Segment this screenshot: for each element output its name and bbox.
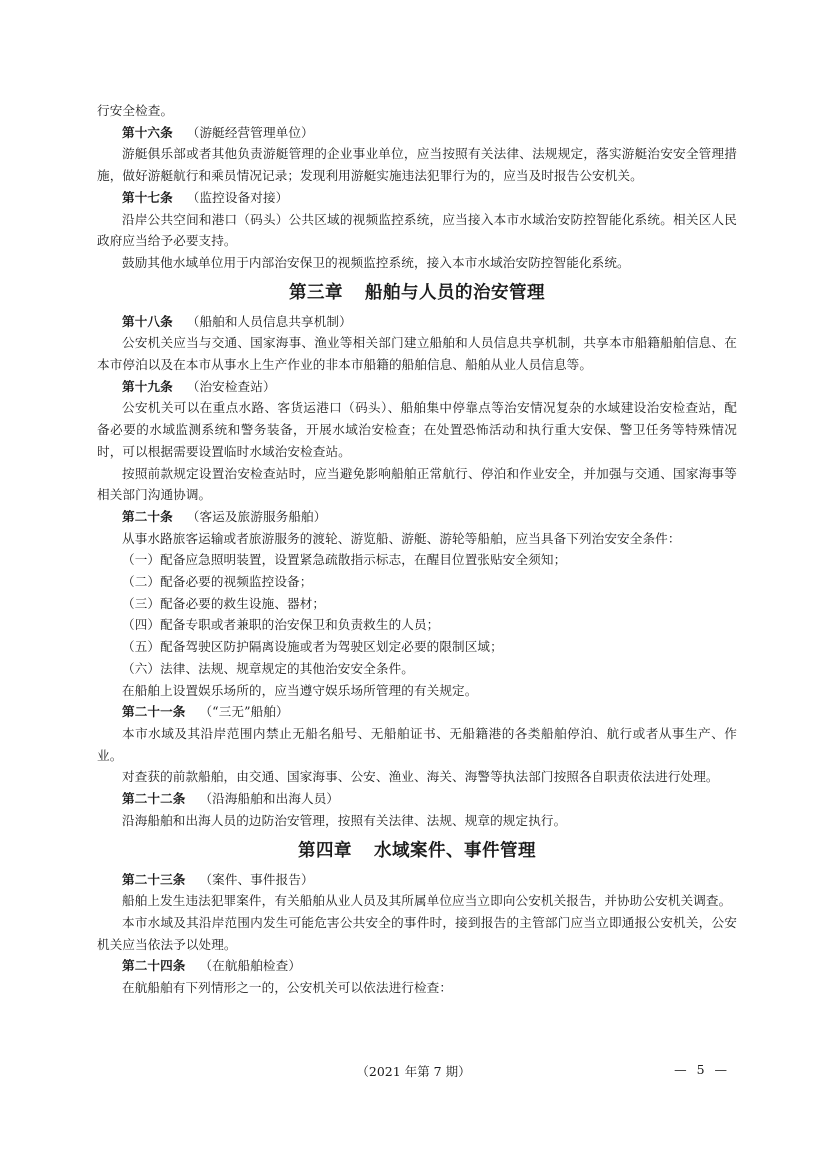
- chapter-heading: [97, 838, 737, 864]
- paragraph: 鼓励其他水域单位用于内部治安保卫的视频监控系统，接入本市水域治安防控智能化系统。: [122, 254, 630, 270]
- article-number: 第二十二条: [122, 791, 186, 807]
- paragraph: （五）配备驾驶区防护隔离设施或者为驾驶区划定必要的限制区域；: [122, 639, 503, 655]
- page-footer: [0, 1062, 827, 1086]
- article-title: （监控设备对接）: [186, 189, 289, 205]
- article-title: （客运及旅游服务船舶）: [186, 508, 327, 524]
- paragraph: 行安全检查。: [97, 103, 174, 118]
- paragraph: （二）配备必要的视频监控设备；: [122, 574, 313, 590]
- article-title: （在航船舶检查）: [199, 958, 302, 974]
- paragraph: 沿岸公共空间和港口（码头）公共区域的视频监控系统，应当接入本市水域治安防控智能化系统。相关区人民政府应当给予必要支持。: [97, 211, 737, 249]
- article-title: （船舶和人员信息共享机制）: [186, 313, 352, 329]
- article-heading: [97, 376, 737, 398]
- article-heading: [97, 955, 737, 977]
- article-title: （“三无”船舶）: [199, 704, 289, 720]
- article-title: （案件、事件报告）: [199, 871, 314, 887]
- paragraph: 公安机关可以在重点水路、客货运港口（码头）、船舶集中停靠点等治安情况复杂的水域建设治安检查站，配备必要的水域监测系统和警务装备，开展水域治安检查；在处置恐怖活动和执行重大安保、警卫任务等特殊情况时，可以根据需要设置临时水域治安检查站。: [97, 400, 737, 459]
- chapter-number: 第四章: [298, 840, 352, 861]
- article-number: 第十八条: [122, 313, 173, 329]
- article-heading: [97, 869, 737, 891]
- article-title: （游艇经营管理单位）: [186, 124, 314, 140]
- article-number: 第十六条: [122, 124, 173, 140]
- paragraph: 在船舶上设置娱乐场所的，应当遵守娱乐场所管理的有关规定。: [122, 682, 478, 698]
- chapter-title: 船舶与人员的治安管理: [365, 282, 545, 303]
- article-title: （治安检查站）: [186, 378, 276, 394]
- paragraph: 按照前款规定设置治安检查站时，应当避免影响船舶正常航行、停泊和作业安全，并加强与交通、国家海事等相关部门沟通协调。: [97, 465, 737, 503]
- article-number: 第十七条: [122, 189, 173, 205]
- article-heading: [97, 122, 737, 144]
- paragraph: 对查获的前款船舶，由交通、国家海事、公安、渔业、海关、海警等执法部门按照各自职责依法进行处理。: [122, 769, 719, 785]
- article-number: 第二十三条: [122, 871, 186, 887]
- paragraph: 本市水域及其沿岸范围内发生可能危害公共安全的事件时，接到报告的主管部门应当立即通报公安机关，公安机关应当依法予以处理。: [97, 914, 737, 952]
- article-heading: [97, 506, 737, 528]
- article-heading: [97, 187, 737, 209]
- paragraph: 游艇俱乐部或者其他负责游艇管理的企业事业单位，应当按照有关法律、法规规定，落实游艇治安安全管理措施，做好游艇航行和乘员情况记录；发现利用游艇实施违法犯罪行为的，应当及时报告公安机关。: [97, 146, 737, 184]
- paragraph: 本市水域及其沿岸范围内禁止无船名船号、无船舶证书、无船籍港的各类船舶停泊、航行或者从事生产、作业。: [97, 725, 737, 763]
- article-number: 第二十一条: [122, 704, 186, 720]
- paragraph: 在航船舶有下列情形之一的，公安机关可以依法进行检查：: [122, 980, 453, 996]
- article-heading: [97, 788, 737, 810]
- paragraph: 沿海船舶和出海人员的边防治安管理，按照有关法律、法规、规章的规定执行。: [122, 812, 567, 828]
- article-number: 第十九条: [122, 378, 173, 394]
- paragraph: （四）配备专职或者兼职的治安保卫和负责救生的人员；: [122, 617, 440, 633]
- chapter-number: 第三章: [289, 282, 343, 303]
- issue-label: （2021 年第 7 期）: [356, 1064, 471, 1079]
- paragraph: 从事水路旅客运输或者旅游服务的渡轮、游览船、游艇、游轮等船舶，应当具备下列治安安全条件：: [122, 530, 681, 546]
- article-number: 第二十四条: [122, 958, 186, 974]
- paragraph: 公安机关应当与交通、国家海事、渔业等相关部门建立船舶和人员信息共享机制，共享本市船籍船舶信息、在本市停泊以及在本市从事水上生产作业的非本市船籍的船舶信息、船舶从业人员信息等。: [97, 335, 737, 373]
- page-number: — 5 —: [674, 1062, 730, 1077]
- article-heading: [97, 311, 737, 333]
- article-heading: [97, 701, 737, 723]
- article-title: （沿海船舶和出海人员）: [199, 791, 340, 807]
- paragraph: （一）配备应急照明装置，设置紧急疏散指示标志，在醒目位置张贴安全须知；: [122, 552, 567, 568]
- document-body: [97, 100, 737, 999]
- paragraph: （三）配备必要的救生设施、器材；: [122, 595, 326, 611]
- chapter-heading: [97, 280, 737, 306]
- paragraph: 船舶上发生违法犯罪案件，有关船舶从业人员及其所属单位应当立即向公安机关报告，并协助公安机关调查。: [122, 893, 732, 909]
- article-number: 第二十条: [122, 508, 173, 524]
- paragraph: （六）法律、法规、规章规定的其他治安安全条件。: [122, 660, 414, 676]
- chapter-title: 水域案件、事件管理: [374, 840, 536, 861]
